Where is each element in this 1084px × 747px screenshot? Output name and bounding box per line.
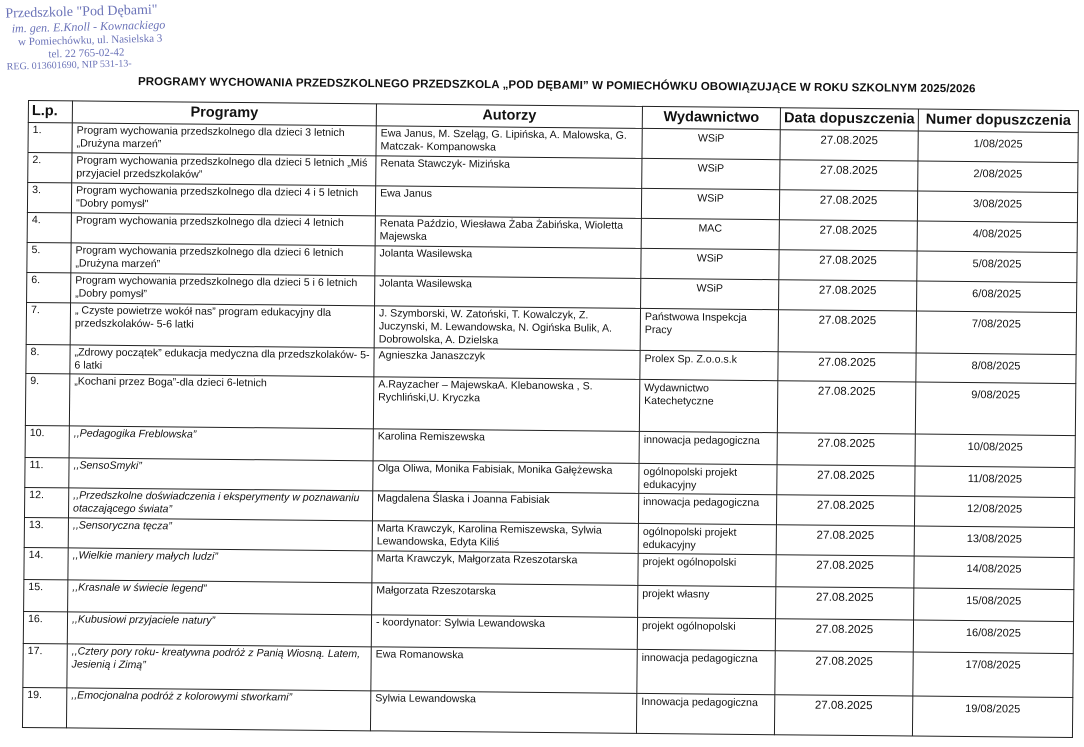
row-publisher: innowacja pedagogiczna xyxy=(637,649,775,694)
row-authors: Marta Krawczyk, Małgorzata Rzeszotarska xyxy=(372,551,638,586)
row-date: 27.08.2025 xyxy=(778,352,916,382)
row-program: „Zdrowy początek” edukacja medyczna dla przedszkolaków- 5-6 latki xyxy=(70,345,374,377)
row-program: ,,Kubusiowi przyjaciele natury” xyxy=(67,612,371,647)
row-lp: 7. xyxy=(26,302,70,344)
row-number: 3/08/2025 xyxy=(917,191,1077,223)
row-date: 27.08.2025 xyxy=(780,130,918,161)
row-lp: 16. xyxy=(23,611,67,643)
row-number: 14/08/2025 xyxy=(914,556,1074,590)
row-authors: Karolina Remiszewska xyxy=(373,429,639,464)
row-publisher: projekt ogólnopolski xyxy=(638,553,776,586)
row-publisher: WSiP xyxy=(642,128,780,159)
row-authors: J. Szymborski, W. Zatoński, T. Kowalczyk, Z. Juczynski, M. Lewandowska, N. Ogińska Bulik, A. Dobrowolska, A. Dzielska xyxy=(374,306,640,351)
stamp-line-2: im. gen. E.Knoll - Kownackiego xyxy=(11,17,166,36)
row-publisher: projekt ogólnopolski xyxy=(637,617,775,650)
stamp-line-1: Przedszkole "Pod Dębami" xyxy=(5,2,158,22)
row-lp: 14. xyxy=(24,547,68,579)
row-date: 27.08.2025 xyxy=(776,555,914,588)
row-number: 1/08/2025 xyxy=(918,131,1078,163)
table-body xyxy=(22,123,1078,738)
row-date: 27.08.2025 xyxy=(779,220,917,251)
row-publisher: ogólnopolski projekt edukacyjny xyxy=(639,463,777,494)
header-publisher: Wydawnictwo xyxy=(642,106,780,129)
row-lp: 19. xyxy=(22,687,66,727)
row-date: 27.08.2025 xyxy=(778,310,916,353)
row-date: 27.08.2025 xyxy=(779,280,917,311)
row-program: Program wychowania przedszkolnego dla dzieci 5 letnich „Miś przyjaciel przedszkolaków” xyxy=(72,153,376,186)
row-number: 15/08/2025 xyxy=(914,588,1074,622)
row-program: ,,SensoSmyki” xyxy=(69,458,373,491)
row-lp: 10. xyxy=(25,425,69,457)
row-publisher: Wydawnictwo Katechetyczne xyxy=(639,379,777,432)
row-authors: Jolanta Wasilewska xyxy=(375,276,641,309)
row-lp: 9. xyxy=(25,373,69,425)
row-lp: 15. xyxy=(24,579,68,611)
row-date: 27.08.2025 xyxy=(775,619,913,652)
row-number: 8/08/2025 xyxy=(916,353,1076,384)
row-authors: - koordynator: Sylwia Lewandowska xyxy=(371,615,637,650)
row-number: 10/08/2025 xyxy=(915,434,1075,468)
row-publisher: WSiP xyxy=(641,278,779,309)
header-date: Data dopuszczenia xyxy=(780,108,918,131)
row-program: „ Czyste powietrze wokół nas” program edukacyjny dla przedszkolaków- 5-6 latki xyxy=(70,303,374,348)
programs-table xyxy=(22,100,1079,738)
row-publisher: innowacja pedagogiczna xyxy=(639,431,777,464)
row-program: Program wychowania przedszkolnego dla dzieci 6 letnich „Drużyna marzeń” xyxy=(71,243,375,276)
row-publisher: MAC xyxy=(641,218,779,249)
row-program: „Kochani przez Boga”-dla dzieci 6-letnich xyxy=(69,374,373,429)
row-publisher: Państwowa Inspekcja Pracy xyxy=(640,308,778,351)
row-publisher: Prolex Sp. Z.o.o.s.k xyxy=(640,350,778,380)
row-date: 27.08.2025 xyxy=(776,495,914,526)
row-number: 2/08/2025 xyxy=(918,161,1078,193)
row-authors: Marta Krawczyk, Karolina Remiszewska, Sylwia Lewandowska, Edyta Kiliś xyxy=(372,521,638,554)
row-date: 27.08.2025 xyxy=(780,160,918,191)
row-program: Program wychowania przedszkolnego dla dzieci 3 letnich „Drużyna marzeń” xyxy=(72,123,376,156)
row-lp: 4. xyxy=(27,212,71,242)
document-title: PROGRAMY WYCHOWANIA PRZEDSZKOLNEGO PRZEDSZKOLA „POD DĘBAMI” W POMIECHÓWKU OBOWIĄZUJĄCE W ROKU SZKOLNYM 2025/2026 xyxy=(137,76,976,96)
row-number: 16/08/2025 xyxy=(913,620,1073,654)
row-authors: Jolanta Wasilewska xyxy=(375,246,641,279)
row-lp: 13. xyxy=(24,517,68,547)
row-publisher: projekt własny xyxy=(638,585,776,618)
row-program: Program wychowania przedszkolnego dla dzieci 4 i 5 letnich "Dobry pomysł" xyxy=(71,183,375,216)
row-program: ,,Wielkie maniery małych ludzi” xyxy=(68,548,372,583)
row-authors: Agnieszka Janaszczyk xyxy=(374,348,640,380)
row-lp: 12. xyxy=(24,487,68,517)
row-date: 27.08.2025 xyxy=(777,381,915,434)
header-authors: Autorzy xyxy=(376,104,642,129)
row-number: 17/08/2025 xyxy=(913,652,1073,698)
row-publisher: WSiP xyxy=(641,188,779,219)
row-number: 6/08/2025 xyxy=(917,281,1077,313)
row-program: ,,Cztery pory roku- kreatywna podróż z Panią Wiosną. Latem, Jesienią i Zimą” xyxy=(67,644,371,691)
row-program: ,,Przedszkolne doświadczenia i eksperymenty w poznawaniu otaczającego świata” xyxy=(68,488,372,521)
row-date: 27.08.2025 xyxy=(779,190,917,221)
row-number: 19/08/2025 xyxy=(912,696,1072,738)
row-number: 7/08/2025 xyxy=(916,311,1076,355)
row-publisher: Innowacja pedagogiczna xyxy=(636,693,774,734)
row-publisher: WSiP xyxy=(642,158,780,189)
row-authors: Małgorzata Rzeszotarska xyxy=(372,583,638,618)
row-program: Program wychowania przedszkolnego dla dzieci 4 letnich xyxy=(71,213,375,246)
row-lp: 5. xyxy=(27,242,71,272)
row-date: 27.08.2025 xyxy=(777,433,915,466)
row-date: 27.08.2025 xyxy=(777,465,915,496)
school-stamp xyxy=(5,1,207,73)
row-program: ,,Pedagogika Freblowska” xyxy=(69,426,373,461)
row-program: ,,Emocjonalna podróż z kolorowymi stworkami” xyxy=(66,688,370,731)
row-authors: Magdalena Ślaska i Joanna Fabisiak xyxy=(372,491,638,524)
row-number: 11/08/2025 xyxy=(915,466,1075,498)
row-publisher: innowacja pedagogiczna xyxy=(638,493,776,524)
row-authors: Sylwia Lewandowska xyxy=(370,691,636,734)
row-lp: 17. xyxy=(23,643,67,687)
row-authors: Renata Stawczyk- Mizińska xyxy=(376,156,642,189)
row-number: 13/08/2025 xyxy=(914,526,1074,558)
row-lp: 8. xyxy=(26,344,70,373)
row-program: Program wychowania przedszkolnego dla dzieci 5 i 6 letnich „Dobry pomysł” xyxy=(71,273,375,306)
row-lp: 2. xyxy=(28,153,72,183)
row-authors: Olga Oliwa, Monika Fabisiak, Monika Gałężewska xyxy=(373,461,639,494)
row-authors: Ewa Janus, M. Szeląg, G. Lipińska, A. Malowska, G. Matczak- Kompanowska xyxy=(376,126,642,159)
row-number: 12/08/2025 xyxy=(914,496,1074,528)
row-date: 27.08.2025 xyxy=(779,250,917,281)
row-lp: 3. xyxy=(27,183,71,213)
stamp-line-5: REG. 013601690, NIP 531-13- xyxy=(6,58,132,73)
row-number: 4/08/2025 xyxy=(917,221,1077,253)
row-authors: Ewa Janus xyxy=(375,186,641,219)
row-lp: 11. xyxy=(25,457,69,487)
row-publisher: WSiP xyxy=(641,248,779,279)
row-program: ,,Krasnale w świecie legend” xyxy=(68,580,372,615)
row-program: ,,Sensoryczna tęcza” xyxy=(68,518,372,551)
row-date: 27.08.2025 xyxy=(775,651,913,696)
header-programs: Programy xyxy=(72,101,376,126)
row-lp: 6. xyxy=(27,272,71,302)
header-number: Numer dopuszczenia xyxy=(918,109,1078,133)
row-number: 9/08/2025 xyxy=(915,382,1075,436)
row-date: 27.08.2025 xyxy=(774,695,912,736)
stamp-line-4: tel. 22 765-02-42 xyxy=(48,46,125,61)
row-authors: Ewa Romanowska xyxy=(371,647,637,694)
row-authors: A.Rayzacher – MajewskaA. Klebanowska , S. Rychliński,U. Kryczka xyxy=(373,377,639,432)
row-number: 5/08/2025 xyxy=(917,251,1077,283)
header-lp: L.p. xyxy=(28,101,72,123)
row-date: 27.08.2025 xyxy=(776,587,914,620)
row-authors: Renata Paździo, Wiesława Żaba Żabińska, Wioletta Majewska xyxy=(375,216,641,249)
row-date: 27.08.2025 xyxy=(776,525,914,556)
row-lp: 1. xyxy=(28,123,72,153)
row-publisher: ogólnopolski projekt edukacyjny xyxy=(638,523,776,554)
stamp-line-3: w Pomiechówku, ul. Nasielska 3 xyxy=(17,32,163,49)
